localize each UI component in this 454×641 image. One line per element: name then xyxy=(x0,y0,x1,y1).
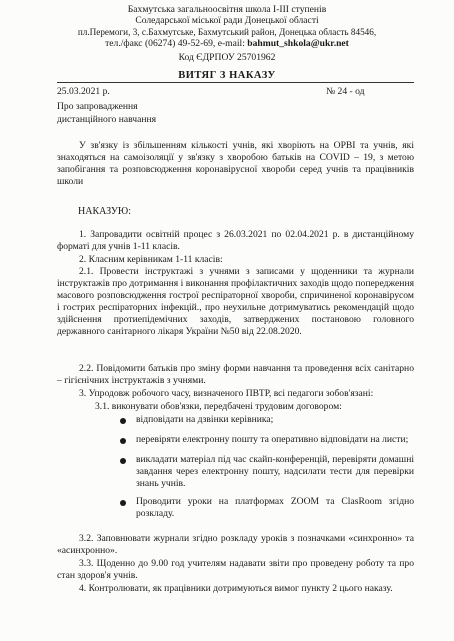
title-divider xyxy=(57,82,414,83)
council-name: Соледарської міської ради Донецької області xyxy=(135,15,319,26)
bullet-icon xyxy=(120,500,126,506)
order-date: 25.03.2021 р. xyxy=(57,86,110,97)
duty-item: відповідати на дзвінки керівника; xyxy=(136,414,274,425)
bullet-icon xyxy=(120,438,126,444)
order-number: № 24 - од xyxy=(326,86,365,97)
document-title: ВИТЯГ З НАКАЗУ xyxy=(178,70,276,81)
bullet-icon xyxy=(120,418,126,424)
order-heading: НАКАЗУЮ: xyxy=(78,206,131,217)
duty-item: Проводити уроки на платформах ZOOM та ClasRoom згідно розкладу. xyxy=(136,496,414,520)
school-name: Бахмутська загальноосвітня школа І-ІІІ ступенів xyxy=(127,4,327,15)
item-2-1: 2.1. Провести інструктажі з учнями з записами у щоденники та журнали інструктажів про дотримання і виконання профілактичних заходів щодо попередження масового розповсюдження гострої респіраторної хвороби, спричиненої коронавірусом і гострих респіраторних інфекцій., про неухильне дотримуватись рекомендацій щодо здійснення протиепідемічних заходів, затверджених постановою головного державного санітарного лікаря України №50 від 22.08.2020. xyxy=(57,266,414,338)
item-3-3: 3.3. Щоденно до 9.00 год учителям надавати звіти про проведену роботу та про стан здоров'я учнів. xyxy=(57,558,414,582)
item-4: 4. Контролювати, як працівники дотримуються вимог пункту 2 цього наказу. xyxy=(79,583,393,594)
order-subject-line-1: Про запровадження xyxy=(57,101,138,112)
item-3: 3. Упродовж робочого часу, визначеного ПВТР, всі педагоги зобов'язані: xyxy=(79,388,374,399)
duty-item: викладати матеріал під час скайп-конференцій, перевіряти домашні завдання через електронну пошту, надсилати тести для перевірки знань учнів. xyxy=(136,454,414,490)
bullet-icon xyxy=(120,458,126,464)
school-contacts: тел./факс (06274) 49-52-69, e-mail: bahmut_shkola@ukr.net xyxy=(105,38,349,49)
school-email: bahmut_shkola@ukr.net xyxy=(247,38,349,49)
item-3-1: 3.1. виконувати обов'язки, передбачені трудовим договором: xyxy=(95,401,342,412)
preamble-paragraph: У зв'язку із збільшенням кількості учнів, які хворіють на ОРВІ та учнів, які знаходяться на самоізоляції у зв'язку з хворобою батьків на COVID – 19, з метою запобігання та розповсюдження коронавірусної хвороби серед учнів та працівників школи xyxy=(57,140,414,188)
order-subject-line-2: дистанційного навчання xyxy=(57,114,157,125)
item-1: 1. Запровадити освітній процес з 26.03.2021 по 02.04.2021 р. в дистанційному форматі для учнів 1-11 класів. xyxy=(57,229,414,253)
item-3-2: 3.2. Заповнювати журнали згідно розкладу уроків з позначками «синхронно» та «асинхронно». xyxy=(57,533,414,557)
item-2: 2. Класним керівникам 1-11 класів: xyxy=(79,254,223,265)
edrpou-code: Код ЄДРПОУ 25701962 xyxy=(178,52,276,63)
school-address: пл.Перемоги, 3, с.Бахмутське, Бахмутський район, Донецька область 84546, xyxy=(77,27,377,37)
item-2-2: 2.2. Повідомити батьків про зміну форми навчання та проведення всіх санітарно – гігієнічних інструктажів з учнями. xyxy=(57,363,414,387)
duty-item: перевіряти електронну пошту та оперативно відповідати на листи; xyxy=(136,434,409,445)
